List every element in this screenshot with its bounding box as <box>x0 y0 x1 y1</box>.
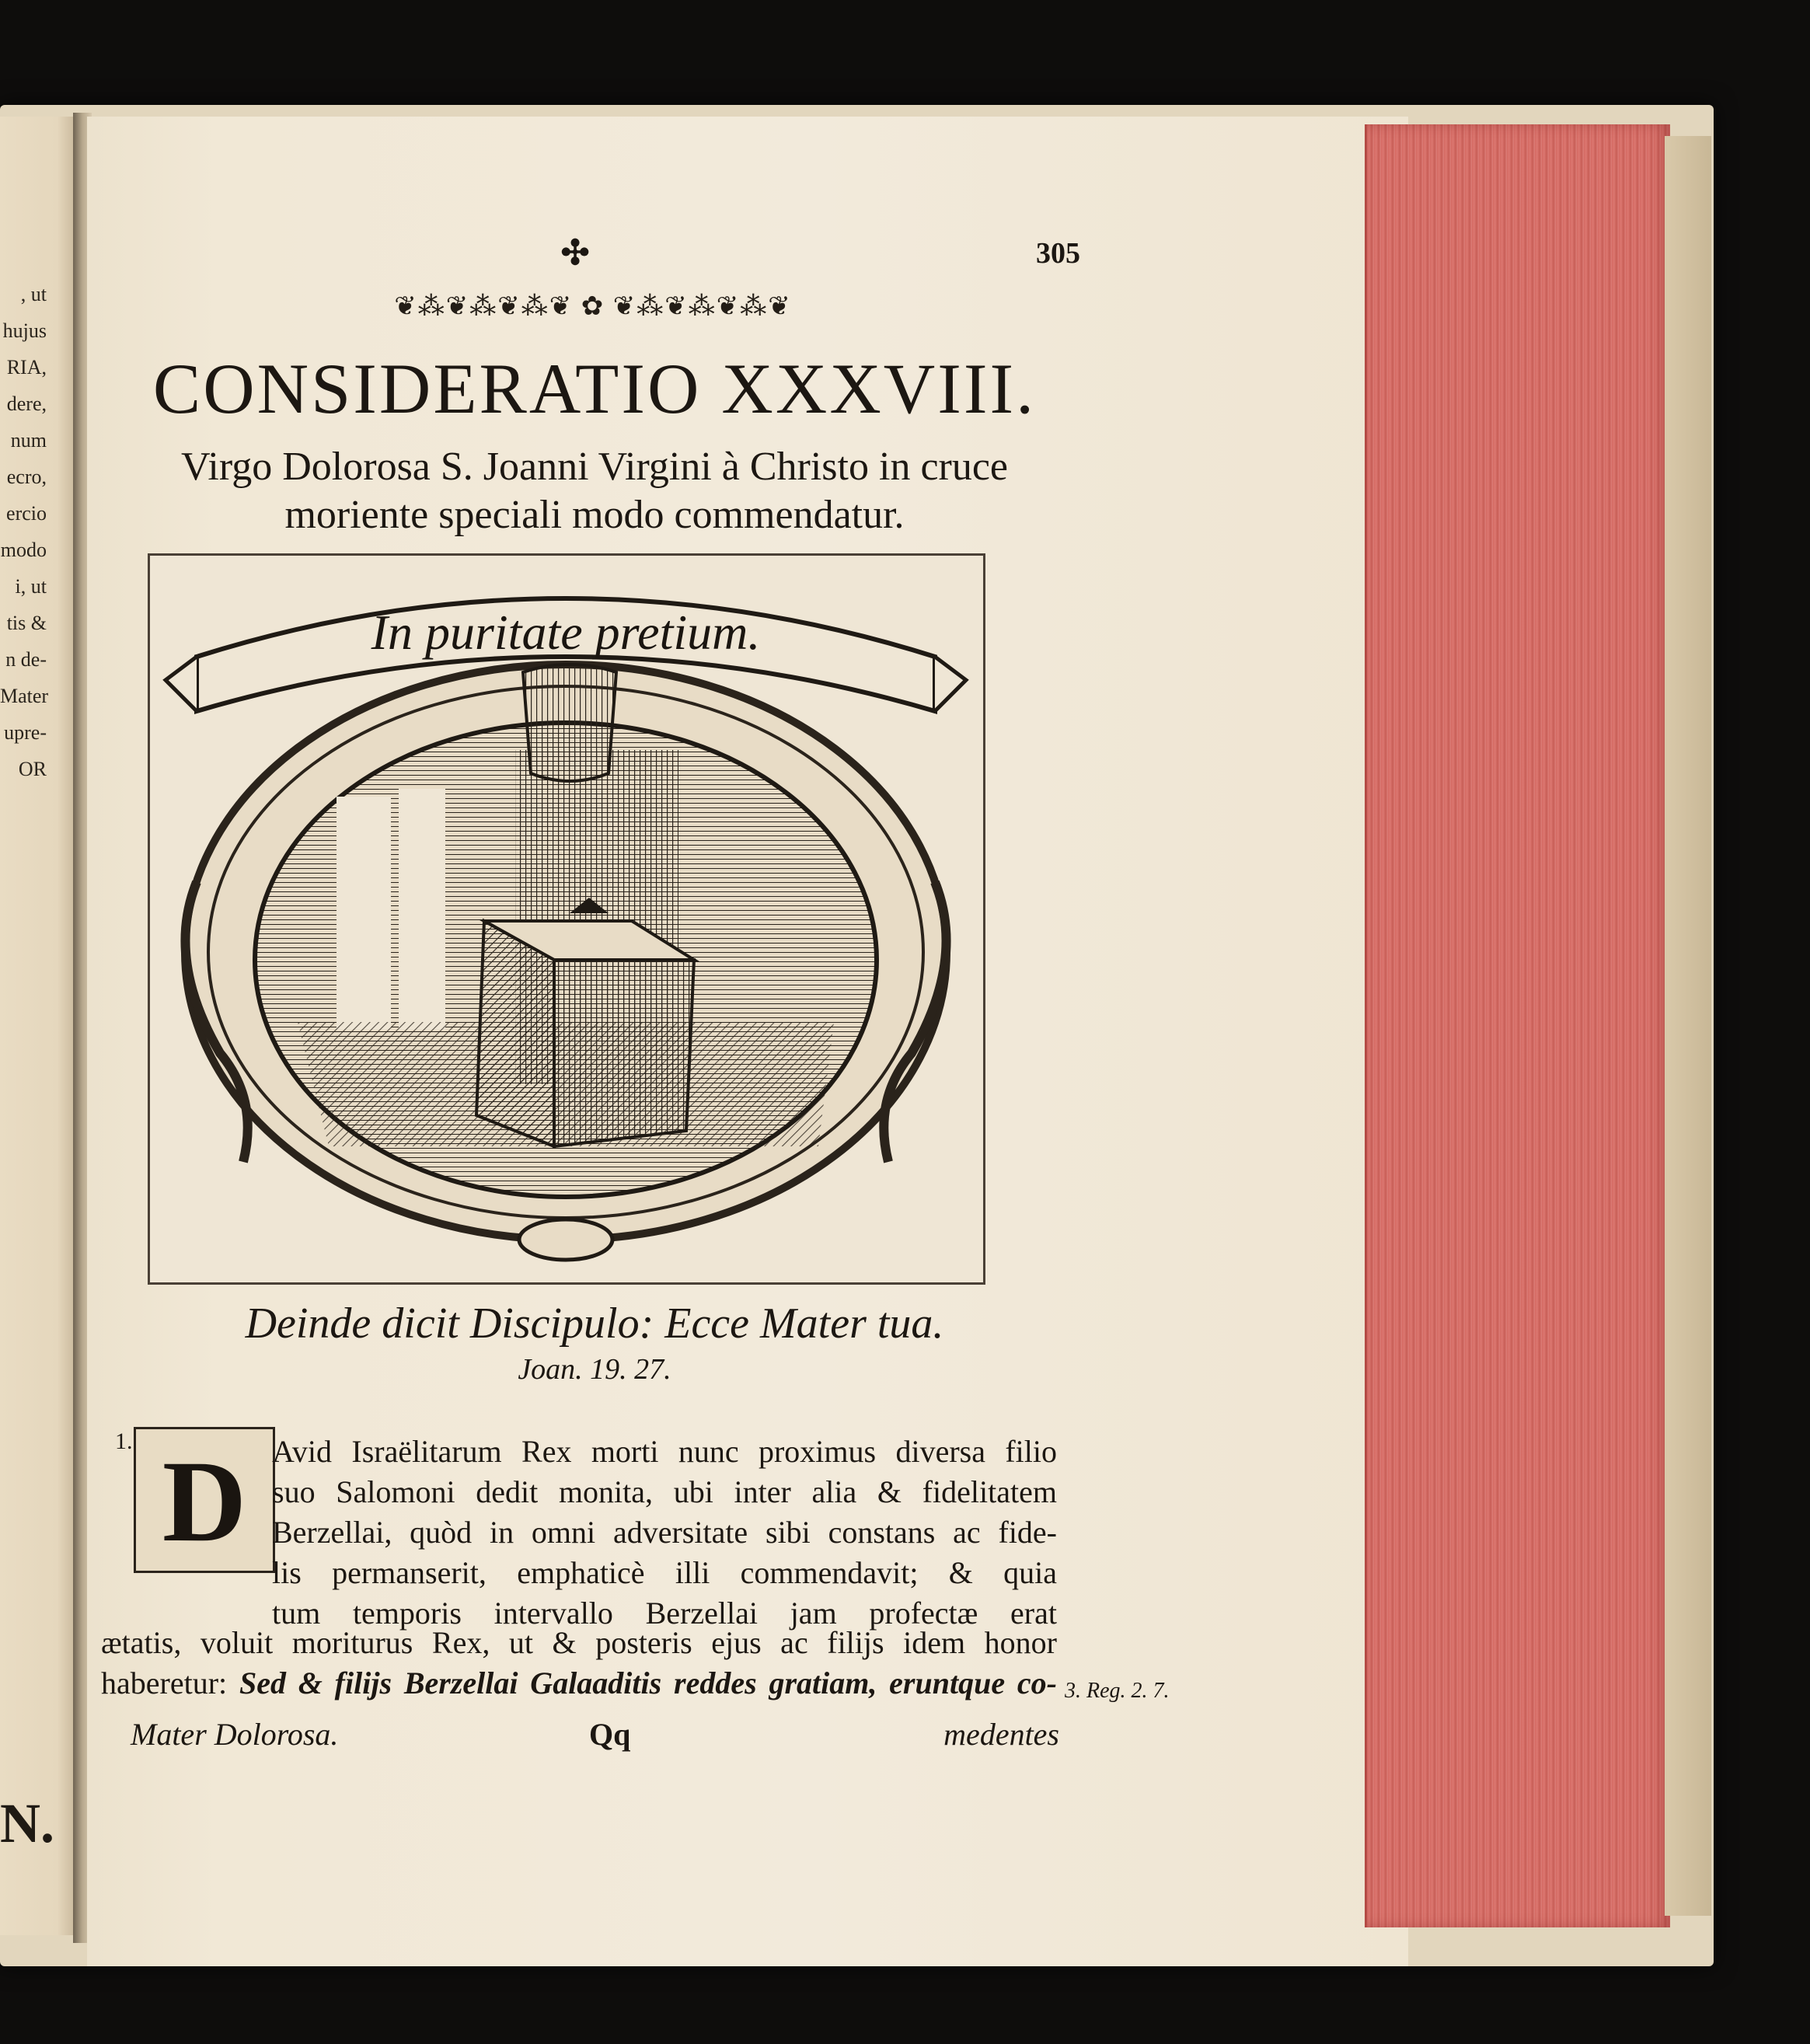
left-page <box>0 117 76 1935</box>
body-line-start: haberetur: <box>101 1666 228 1700</box>
body-line: suo Salomoni dedit monita, ubi inter alia & fidelitatem <box>272 1474 1057 1509</box>
left-page-text <box>0 276 47 787</box>
page-title: CONSIDERATIO XXXVIII. <box>152 349 1037 428</box>
left-page-big-letter: N. <box>0 1792 54 1854</box>
italic-quote: Sed & filijs Berzellai Galaaditis reddes gratiam, eruntque co- <box>239 1666 1057 1700</box>
page-subtitle <box>109 443 1080 539</box>
left-fragment: i, ut <box>15 575 47 598</box>
left-fragment: OR <box>18 758 47 780</box>
left-fragment: n de- <box>5 648 47 671</box>
left-fragment: modo <box>0 539 47 561</box>
signature-mark: Qq <box>589 1717 631 1752</box>
cover-edge <box>1665 136 1711 1916</box>
section-number: 1. <box>115 1428 133 1454</box>
left-fragment: Mater <box>0 685 49 707</box>
body-line: Avid Israëlitarum Rex morti nunc proximus diversa filio <box>272 1434 1057 1469</box>
margin-reference: 3. Reg. 2. 7. <box>1065 1679 1170 1703</box>
left-fragment: tis & <box>6 612 47 634</box>
left-fragment: ecro, <box>6 466 47 488</box>
emblem-motto: In puritate pretium. <box>371 605 761 660</box>
dropcap <box>134 1427 275 1573</box>
dropcap-letter: D <box>162 1437 247 1566</box>
page-number: 305 <box>1036 237 1080 270</box>
emblem-engraving <box>148 553 985 1285</box>
show-through-text <box>1080 249 1313 284</box>
page-header <box>117 233 1080 280</box>
footer-title: Mater Dolorosa. <box>131 1717 339 1752</box>
left-fragment: , ut <box>20 283 47 305</box>
body-line-quote <box>101 1663 1057 1704</box>
left-fragment: dere, <box>6 392 47 415</box>
left-fragment: ercio <box>6 502 47 525</box>
left-fragment: num <box>10 429 47 452</box>
body-line: Berzellai, quòd in omni adversitate sibi constans ac fide- <box>272 1515 1057 1550</box>
body-line: ætatis, voluit moriturus Rex, ut & posteris ejus ac filijs idem honor <box>101 1625 1057 1660</box>
page-edge-red <box>1365 124 1670 1927</box>
subtitle-line: moriente speciali modo commendatur. <box>284 493 905 537</box>
header-ornament: ✣ <box>560 234 590 272</box>
body-line: lis permanserit, emphaticè illi commendavit; & quia <box>272 1555 1057 1590</box>
scripture-caption: Deinde dicit Discipulo: Ecce Mater tua. <box>245 1299 944 1348</box>
body-text-full <box>101 1623 1057 1704</box>
scripture-reference: Joan. 19. 27. <box>518 1353 671 1386</box>
catchword: medentes <box>943 1717 1059 1752</box>
ornament-band: ❦⁂❦⁂❦⁂❦ ✿ ❦⁂❦⁂❦⁂❦ <box>394 292 792 321</box>
left-fragment: upre- <box>4 721 47 744</box>
left-fragment: hujus <box>2 319 47 342</box>
body-text <box>272 1432 1057 1634</box>
subtitle-line: Virgo Dolorosa S. Joanni Virgini à Christo in cruce <box>181 445 1008 489</box>
left-fragment: RIA, <box>6 356 47 378</box>
body-line: tum temporis intervallo Berzellai jam profectæ erat <box>272 1596 1057 1631</box>
page-footer <box>131 1716 1059 1760</box>
emblem-illustration <box>150 556 983 1282</box>
draped-table <box>476 921 694 1146</box>
